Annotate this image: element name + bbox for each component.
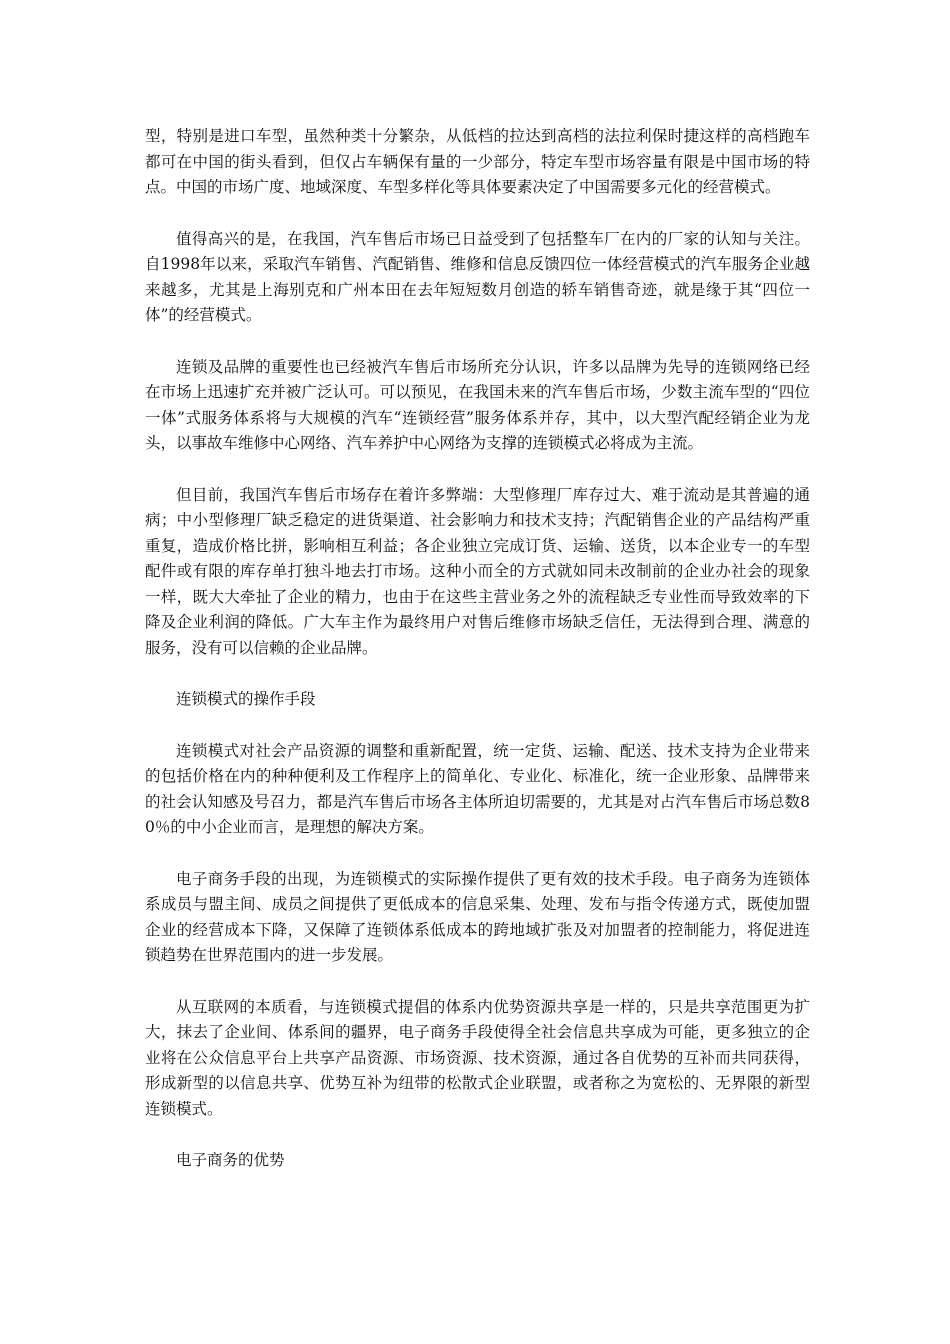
paragraph-continuation: 型，特别是进口车型，虽然种类十分繁杂，从低档的拉达到高档的法拉利保时捷这样的高档跑车都可在中国的街头看到，但仅占车辆保有量的一少部分，特定车型市场容量有限是中国市场的特点。中国的市场广度、地域深度、车型多样化等具体要素决定了中国需要多元化的经营模式。 (145, 127, 810, 196)
document-page (145, 124, 810, 1200)
section-heading-ecommerce-advantage: 电子商务的优势 (176, 1151, 285, 1169)
paragraph-chain-brand: 连锁及品牌的重要性也已经被汽车售后市场所充分认识，许多以品牌为先导的连锁网络已经在市场上迅速扩充并被广泛认可。可以预见，在我国未来的汽车售后市场，少数主流车型的“四位一体”式服务体系将与大规模的汽车“连锁经营”服务体系并存，其中，以大型汽配经销企业为龙头，以事故车维修中心网络、汽车养护中心网络为支撑的连锁模式必将成为主流。 (145, 357, 810, 452)
paragraph-drawbacks: 但目前，我国汽车售后市场存在着许多弊端：大型修理厂库存过大、难于流动是其普遍的通病；中小型修理厂缺乏稳定的进货渠道、社会影响力和技术支持；汽配销售企业的产品结构严重重复，造成价格比拼，影响相互利益；各企业独立完成订货、运输、送货，以本企业专一的车型配件或有限的库存单打独斗地去打市场。这种小而全的方式就如同未改制前的企业办社会的现象一样，既大大牵扯了企业的精力，也由于在这些主营业务之外的流程缺乏专业性而导致效率的下降及企业利润的降低。广大车主作为最终用户对售后维修市场缺乏信任，无法得到合理、满意的服务，没有可以信赖的企业品牌。 (145, 485, 810, 657)
paragraph-four-in-one: 值得高兴的是，在我国，汽车售后市场已日益受到了包括整车厂在内的厂家的认知与关注。自1998年以来，采取汽车销售、汽配销售、维修和信息反馈四位一体经营模式的汽车服务企业越来越多，尤其是上海别克和广州本田在去年短短数月创造的轿车销售奇迹，就是缘于其“四位一体”的经营模式。 (145, 229, 810, 324)
paragraph-ecommerce-means: 电子商务手段的出现，为连锁模式的实际操作提供了更有效的技术手段。电子商务为连锁体系成员与盟主间、成员之间提供了更低成本的信息采集、处理、发布与指令传递方式，既使加盟企业的经营成本下降，又保障了连锁体系低成本的跨地域扩张及对加盟者的控制能力，将促进连锁趋势在世界范围内的进一步发展。 (145, 869, 810, 964)
section-heading-chain-operation: 连锁模式的操作手段 (176, 690, 316, 708)
paragraph-internet-nature: 从互联网的本质看，与连锁模式提倡的体系内优势资源共享是一样的，只是共享范围更为扩大，抹去了企业间、体系间的疆界，电子商务手段使得全社会信息共享成为可能，更多独立的企业将在公众信息平台上共享产品资源、市场资源、技术资源，通过各自优势的互补而共同获得，形成新型的以信息共享、优势互补为纽带的松散式企业联盟，或者称之为宽松的、无界限的新型连锁模式。 (145, 997, 810, 1118)
paragraph-chain-reconfig: 连锁模式对社会产品资源的调整和重新配置，统一定货、运输、配送、技术支持为企业带来的包括价格在内的种种便利及工作程序上的简单化、专业化、标准化，统一企业形象、品牌带来的社会认知感及号召力，都是汽车售后市场各主体所迫切需要的，尤其是对占汽车售后市场总数80％的中小企业而言，是理想的解决方案。 (145, 741, 810, 836)
